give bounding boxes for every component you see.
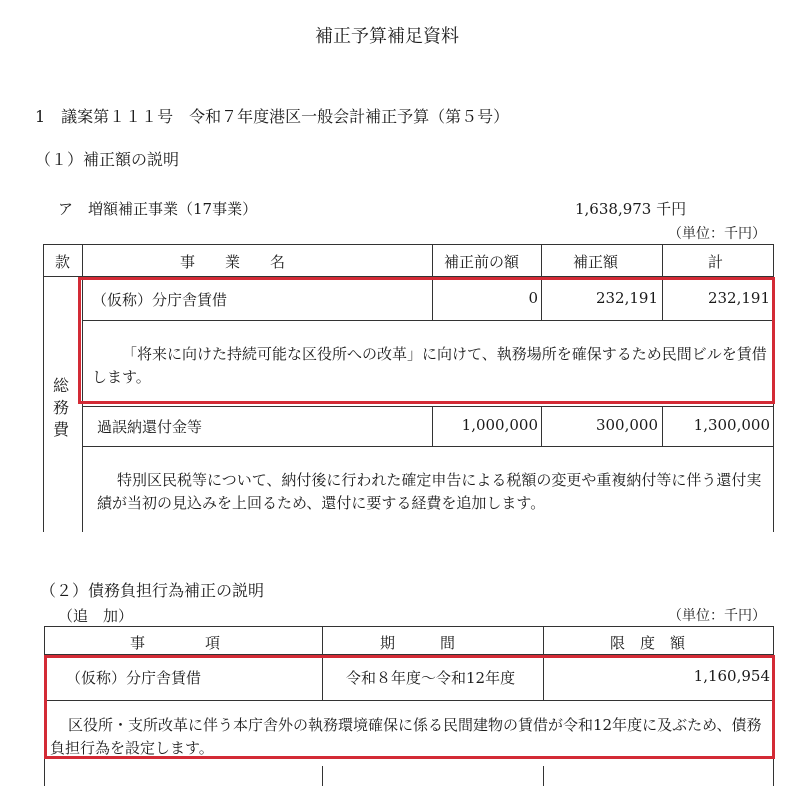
debt-row-period: 令和８年度～令和12年度 xyxy=(346,669,516,687)
row2-name: 過誤納還付金等 xyxy=(97,418,203,436)
row2-total: 1,300,000 xyxy=(693,416,770,434)
header-project-name: 事 業 名 xyxy=(180,253,286,271)
row2-amount: 300,000 xyxy=(595,416,658,434)
header-before-amount: 補正前の額 xyxy=(444,253,520,271)
table2-unit: （単位：千円） xyxy=(668,608,766,624)
highlight-box-2 xyxy=(44,655,775,759)
header-limit: 限 度 額 xyxy=(610,634,686,652)
header-period: 期 間 xyxy=(380,634,456,652)
row2-before: 1,000,000 xyxy=(461,416,538,434)
section2-sub: （追 加） xyxy=(58,607,134,625)
highlight-box xyxy=(78,277,775,404)
header-item: 事 項 xyxy=(130,634,221,652)
section1-heading: 1 議案第１１１号 令和７年度港区一般会計補正予算（第５号） xyxy=(35,107,510,126)
header-total: 計 xyxy=(708,253,724,271)
item-a-total: 1,638,973 千円 xyxy=(575,200,687,218)
row1-before: 0 xyxy=(528,289,538,307)
row1-amount: 232,191 xyxy=(595,289,658,307)
row1-name: （仮称）分庁舎賃借 xyxy=(92,291,228,309)
debt-row-description: 区役所・支所改革に伴う本庁舎外の執務環境確保に係る民間建物の賃借が令和12年度に及ぶため、債務負担行為を設定します。 xyxy=(50,716,762,757)
item-a-label: ア 増額補正事業（17事業） xyxy=(58,200,258,218)
document-title: 補正予算補足資料 xyxy=(315,26,459,47)
table1-unit: （単位：千円） xyxy=(668,226,766,242)
row2-description: 特別区民税等について、納付後に行われた確定申告による税額の変更や重複納付等に伴う還付実績が当初の見込みを上回るため、還付に要する経費を追加します。 xyxy=(97,471,762,512)
category-label: 総務費 xyxy=(53,376,70,439)
row1-description: 「将来に向けた持続可能な区役所への改革」に向けて、執務場所を確保するため民間ビルを賃借します。 xyxy=(92,345,767,386)
debt-row-limit: 1,160,954 xyxy=(693,667,770,685)
row1-total: 232,191 xyxy=(707,289,770,307)
debt-row-item: （仮称）分庁舎賃借 xyxy=(66,669,202,687)
header-correction-amount: 補正額 xyxy=(573,253,619,271)
header-kan: 款 xyxy=(55,253,71,271)
section2-heading: （２）債務負担行為補正の説明 xyxy=(40,581,265,600)
section1-sub-heading: （１）補正額の説明 xyxy=(35,150,180,169)
